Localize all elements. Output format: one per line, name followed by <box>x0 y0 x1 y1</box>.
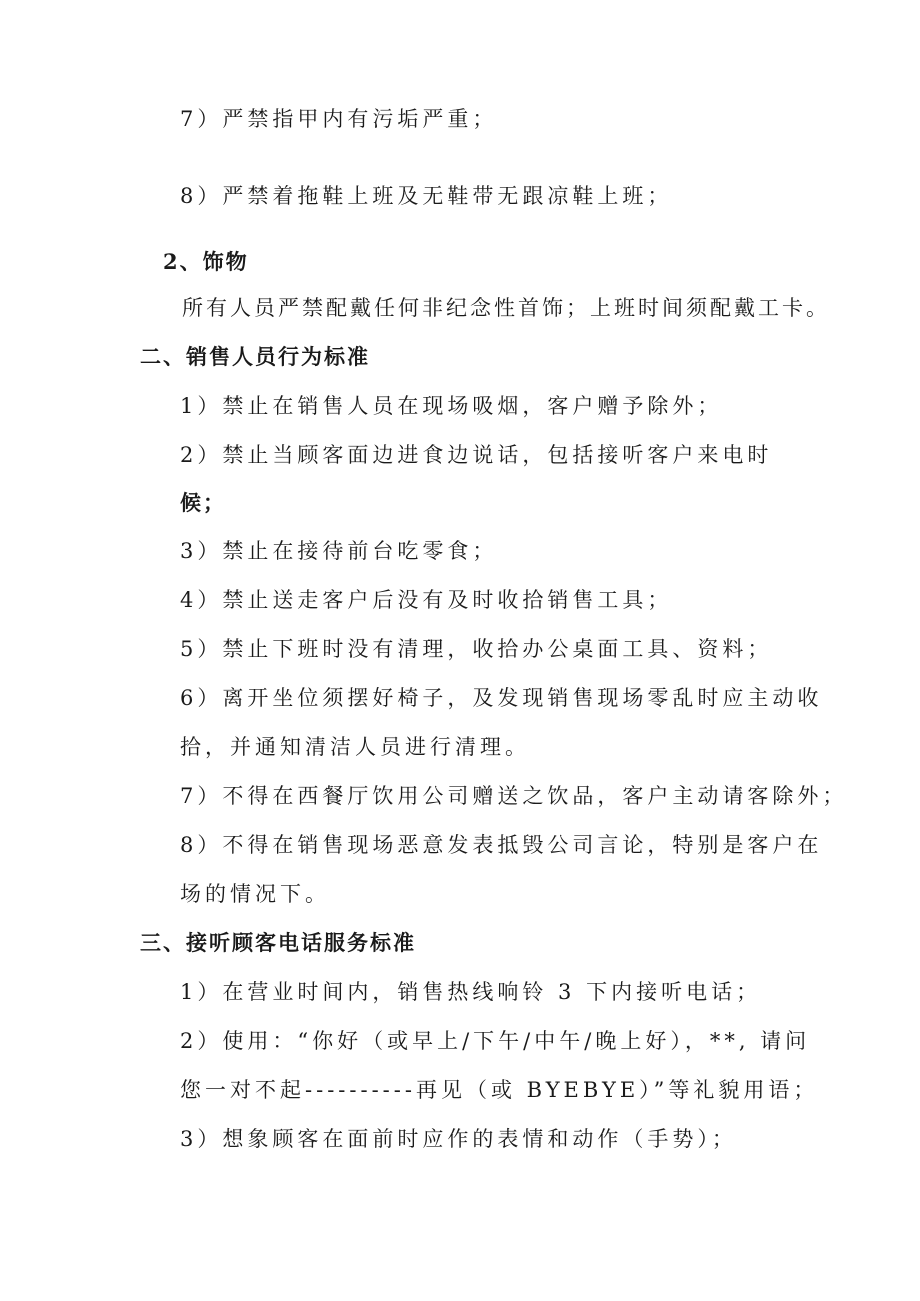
section-heading-sales-behavior: 二、销售人员行为标准 <box>140 344 370 369</box>
behavior-item-5: 5）禁止下班时没有清理，收拾办公桌面工具、资料； <box>180 637 773 661</box>
item-8-shoes: 8）严禁着拖鞋上班及无鞋带无跟凉鞋上班； <box>180 184 673 208</box>
phone-item-1: 1）在营业时间内，销售热线响铃 3 下内接听电话； <box>180 980 762 1004</box>
section-heading-accessories: 2、饰物 <box>163 249 249 274</box>
behavior-item-2: 2）禁止当顾客面边进食边说话，包括接听客户来电时 <box>180 443 773 467</box>
behavior-item-2-continued: 候； <box>180 490 226 515</box>
behavior-item-8-continued: 场的情况下。 <box>180 882 330 906</box>
behavior-item-6: 6）离开坐位须摆好椅子，及发现销售现场零乱时应主动收 <box>180 686 823 710</box>
phone-item-2-continued: 您一对不起----------再见（或 BYEBYE）”等礼貌用语； <box>180 1078 819 1102</box>
item-7-nails: 7）严禁指甲内有污垢严重； <box>180 107 498 131</box>
behavior-item-8: 8）不得在销售现场恶意发表抵毁公司言论，特别是客户在 <box>180 833 823 857</box>
behavior-item-3: 3）禁止在接待前台吃零食； <box>180 539 498 563</box>
phone-item-2: 2）使用：“你好（或早上/下午/中午/晚上好），**, 请问 <box>180 1029 811 1053</box>
phone-item-3: 3）想象顾客在面前时应作的表情和动作（手势）； <box>180 1127 737 1151</box>
accessories-paragraph: 所有人员严禁配戴任何非纪念性首饰；上班时间须配戴工卡。 <box>182 296 830 320</box>
behavior-item-7: 7）不得在西餐厅饮用公司赠送之饮品，客户主动请客除外； <box>180 784 848 808</box>
section-heading-phone-service: 三、接听顾客电话服务标准 <box>140 930 416 955</box>
behavior-item-1: 1）禁止在销售人员在现场吸烟，客户赠予除外； <box>180 394 723 418</box>
behavior-item-4: 4）禁止送走客户后没有及时收拾销售工具； <box>180 588 673 612</box>
behavior-item-6-continued: 拾，并通知清洁人员进行清理。 <box>180 735 530 759</box>
